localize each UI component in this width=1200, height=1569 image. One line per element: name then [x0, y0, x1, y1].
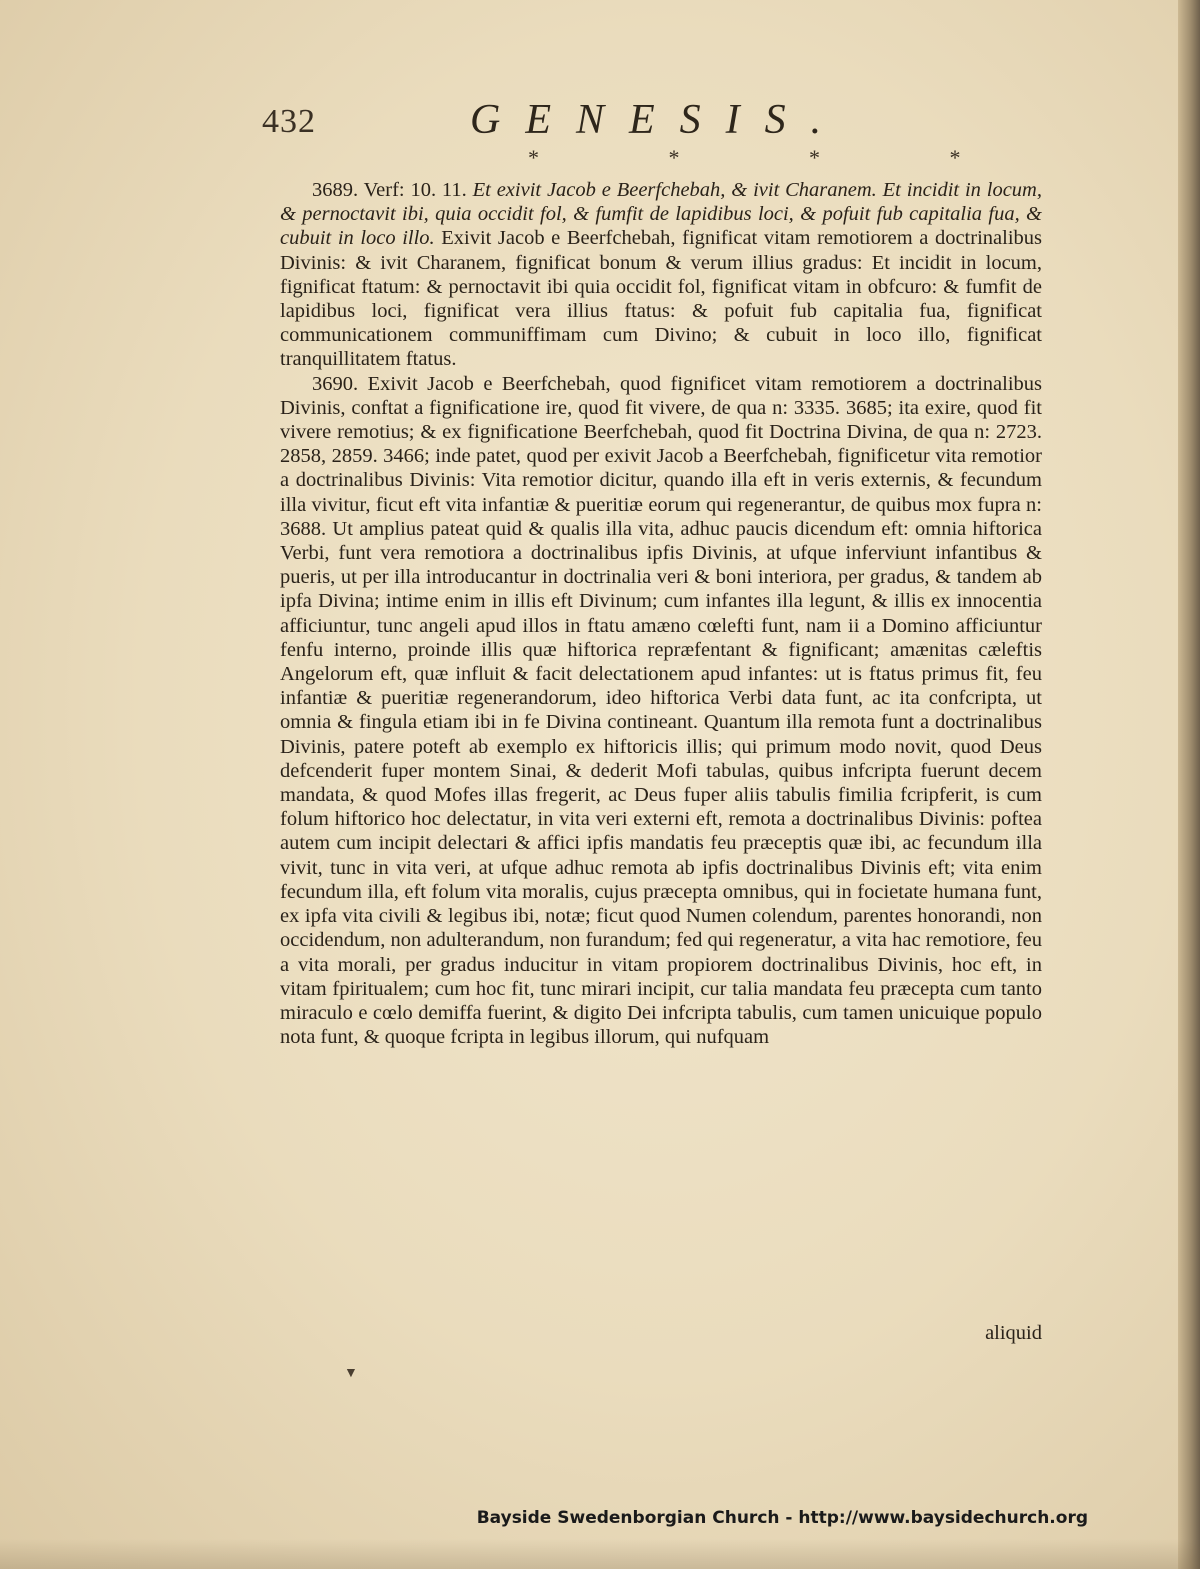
book-spine-shadow	[1178, 0, 1200, 1569]
body-text	[280, 178, 1042, 1049]
page-number: 432	[262, 103, 316, 140]
paragraph-body: Exivit Jacob e Beerfchebah, quod fignificet vitam remotiorem a doctrinalibus Divinis, conftat a fignificatione ire, quod fit vivere, de qua n: 3335. 3685; ita exire, quod fit vivere remotius; & ex fignificatione Beerfchebah, quod fit Doctrina Divina, de qua n: 2723. 2858, 2859. 3466; inde patet, quod per exivit Jacob a Beerfchebah, fignificetur vita remotior a doctrinalibus Divinis: Vita remotior dicitur, quando illa eft in veris externis, & fecundum illa vivitur, ficut eft vita infantiæ & pueritiæ eorum qui regenerantur, de quibus mox fupra n: 3688. Ut amplius pateat quid & qualis illa vita, adhuc paucis dicendum eft: omnia hiftorica Verbi, funt vera remotiora a doctrinalibus ipfis Divinis, at ufque inferviunt infantibus & pueris, ut per illa introducantur in doctrinalia veri & boni interiora, per gradus, & tandem ab ipfa Divina; intime enim in illis eft Divinum; cum infantes illa legunt, & illis ex innocentia afficiuntur, tunc angeli apud illos in ftatu amæno cœlefti funt, nam ii a Domino afficiuntur fenfu interno, proinde illis quæ hiftorica repræfentant & fignificant; amænitas cæleftis Angelorum eft, quæ influit & facit delectationem apud infantes: ut is ftatus primus fit, feu infantiæ & pueritiæ regenerandorum, ideo hiftorica Verbi data funt, ac ita confcripta, ut omnia & fingula etiam ibi in fe Divina contineant. Quantum illa remota funt a doctrinalibus Divinis, patere poteft ab exemplo ex hiftoricis illis; qui primum modo novit, quod Deus defcenderit fuper montem Sinai, & dederit Mofi tabulas, quibus infcripta fuerunt decem mandata, & quod Mofes illas fregerit, ac Deus fuper aliis tabulis fimilia fcripferit, is cum folum hiftorico hoc delectatur, in vita veri externi eft, remota a doctrinalibus Divinis: poftea autem cum incipit delectari & affici ipfis mandatis feu præceptis quæ ibi, ac fecundum illa vivit, tunc in vita veri, at ufque adhuc remota ab ipfis doctrinalibus Divinis eft; vita enim fecundum illa, eft folum vita moralis, cujus præcepta omnibus, qui in focietate humana funt, ex ipfa vita civili & legibus ibi, notæ; ficut quod Numen colendum, parentes honorandi, non occidendum, non adulterandum, non furandum; fed qui regeneratur, a vita hac remotiore, feu a vita morali, per gradus inducitur in vitam propiorem doctrinalibus Divinis, hoc eft, in vitam fpiritualem; cum hoc fit, tunc mirari incipit, cur talia mandata feu præcepta cum tanto miraculo e cœlo demiffa fuerint, & digito Dei infcripta tabulis, cum tamen unicuique populo nota funt, & quoque fcripta in legibus illorum, qui nufquam	[280, 372, 1042, 1049]
ornament-mark: ▼	[344, 1366, 358, 1381]
footer-watermark: Bayside Swedenborgian Church - http://www.baysidechurch.org	[476, 1508, 1088, 1528]
verse-reference: Verf: 10. 11.	[358, 179, 473, 201]
page-bottom-shade	[0, 1539, 1200, 1569]
paragraph-body: Exivit Jacob e Beerfchebah, fignificat vitam remotiorem a doctrinalibus Divinis: & ivit Charanem, fignificat bonum & verum illius gradus: Et incidit in locum, fignificat ftatum: & pernoctavit ibi quia occidit fol, fignificat vitam in obfcuro: & fumfit de lapidibus loci, fignificat vera illius ftatus: & pofuit fub capitalia fua, fignificat communicationem communiffimam cum Divino; & cubuit in loco illo, fignificat tranquillitatem ftatus.	[280, 227, 1042, 371]
running-head: GENESIS.	[470, 97, 847, 143]
catchword: aliquid	[985, 1322, 1042, 1344]
scripture-quote: Et exivit Jacob e Beerfchebah, & ivit Charanem. Et incidit in locum, & pernoctavit ibi, quia occidit fol, & fumfit de lapidibus loci, & pofuit fub capitalia fua, & cubuit in loco illo.	[280, 179, 1042, 250]
paragraph-3690	[280, 372, 1042, 1050]
paragraph-number: 3689.	[312, 179, 359, 201]
paragraph-3689	[280, 178, 1042, 372]
paragraph-number: 3690.	[312, 372, 359, 395]
section-separator: * * * *	[528, 145, 1023, 170]
